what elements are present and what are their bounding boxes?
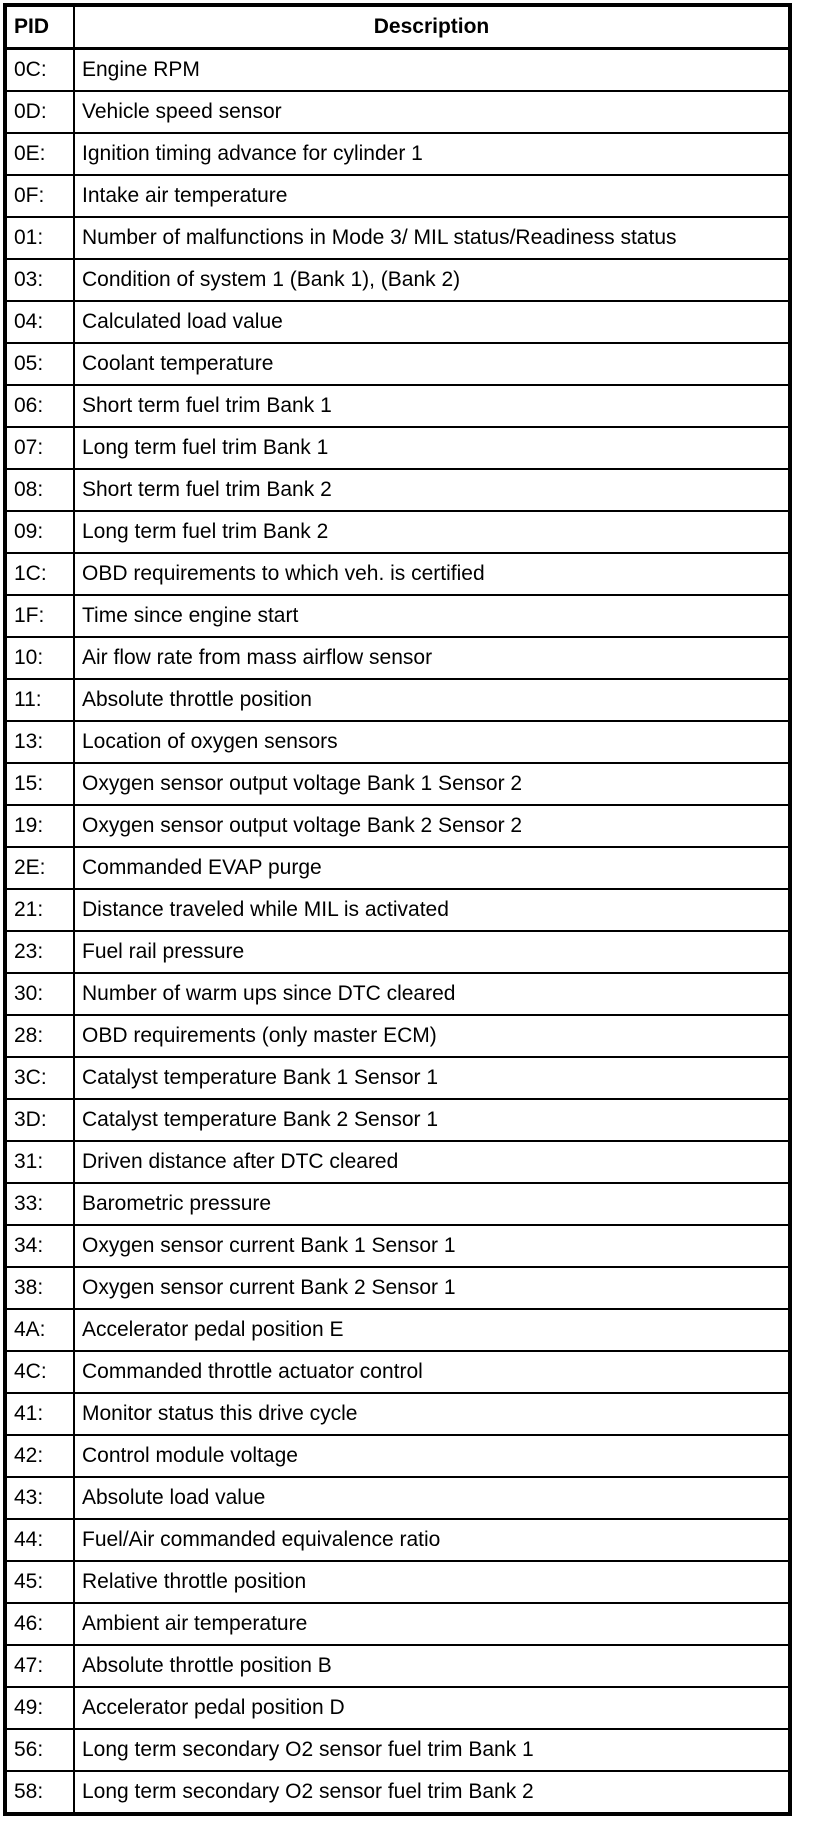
pid-cell: 04: [5, 301, 74, 343]
table-row [5, 679, 790, 721]
table-row [5, 175, 790, 217]
pid-cell: 21: [5, 889, 74, 931]
table-row [5, 1771, 790, 1814]
pid-cell: 58: [5, 1771, 74, 1814]
pid-cell: 47: [5, 1645, 74, 1687]
description-cell: Short term fuel trim Bank 2 [74, 469, 790, 511]
pid-cell: 43: [5, 1477, 74, 1519]
description-cell: Short term fuel trim Bank 1 [74, 385, 790, 427]
table-row [5, 1141, 790, 1183]
description-cell: Accelerator pedal position E [74, 1309, 790, 1351]
pid-cell: 46: [5, 1603, 74, 1645]
pid-cell: 2E: [5, 847, 74, 889]
table-row [5, 49, 790, 92]
pid-cell: 07: [5, 427, 74, 469]
description-cell: Location of oxygen sensors [74, 721, 790, 763]
table-row [5, 385, 790, 427]
description-cell: Oxygen sensor output voltage Bank 2 Sensor 2 [74, 805, 790, 847]
pid-cell: 56: [5, 1729, 74, 1771]
description-cell: Relative throttle position [74, 1561, 790, 1603]
pid-cell: 3C: [5, 1057, 74, 1099]
description-cell: Calculated load value [74, 301, 790, 343]
pid-cell: 38: [5, 1267, 74, 1309]
table-row [5, 595, 790, 637]
header-row [5, 5, 790, 49]
table-row [5, 1183, 790, 1225]
pid-cell: 10: [5, 637, 74, 679]
table-row [5, 1645, 790, 1687]
description-cell: Barometric pressure [74, 1183, 790, 1225]
pid-cell: 01: [5, 217, 74, 259]
description-cell: Absolute load value [74, 1477, 790, 1519]
table-row [5, 805, 790, 847]
description-cell: Absolute throttle position B [74, 1645, 790, 1687]
table-row [5, 91, 790, 133]
pid-cell: 45: [5, 1561, 74, 1603]
pid-cell: 0E: [5, 133, 74, 175]
table-row [5, 1435, 790, 1477]
table-row [5, 1393, 790, 1435]
table-row [5, 1099, 790, 1141]
pid-cell: 41: [5, 1393, 74, 1435]
description-cell: Air flow rate from mass airflow sensor [74, 637, 790, 679]
table-row [5, 1687, 790, 1729]
description-cell: OBD requirements (only master ECM) [74, 1015, 790, 1057]
pid-cell: 05: [5, 343, 74, 385]
description-cell: Engine RPM [74, 49, 790, 92]
table-row [5, 343, 790, 385]
pid-cell: 34: [5, 1225, 74, 1267]
pid-cell: 31: [5, 1141, 74, 1183]
pid-cell: 3D: [5, 1099, 74, 1141]
description-cell: Vehicle speed sensor [74, 91, 790, 133]
pid-cell: 33: [5, 1183, 74, 1225]
pid-description-table [3, 3, 792, 1816]
pid-cell: 28: [5, 1015, 74, 1057]
description-cell: Distance traveled while MIL is activated [74, 889, 790, 931]
description-cell: Commanded EVAP purge [74, 847, 790, 889]
description-cell: OBD requirements to which veh. is certified [74, 553, 790, 595]
pid-cell: 4A: [5, 1309, 74, 1351]
pid-cell: 19: [5, 805, 74, 847]
table-row [5, 217, 790, 259]
pid-cell: 09: [5, 511, 74, 553]
table-row [5, 1309, 790, 1351]
table-row [5, 889, 790, 931]
table-row [5, 553, 790, 595]
pid-cell: 03: [5, 259, 74, 301]
pid-cell: 44: [5, 1519, 74, 1561]
description-cell: Condition of system 1 (Bank 1), (Bank 2) [74, 259, 790, 301]
table-row [5, 1057, 790, 1099]
description-cell: Long term secondary O2 sensor fuel trim Bank 1 [74, 1729, 790, 1771]
table-row [5, 721, 790, 763]
table-row [5, 931, 790, 973]
table-row [5, 1267, 790, 1309]
description-cell: Absolute throttle position [74, 679, 790, 721]
description-cell: Coolant temperature [74, 343, 790, 385]
description-cell: Fuel rail pressure [74, 931, 790, 973]
pid-cell: 1F: [5, 595, 74, 637]
pid-cell: 0F: [5, 175, 74, 217]
description-cell: Accelerator pedal position D [74, 1687, 790, 1729]
description-column-header: Description [74, 5, 790, 49]
table-row [5, 511, 790, 553]
description-cell: Ignition timing advance for cylinder 1 [74, 133, 790, 175]
description-cell: Driven distance after DTC cleared [74, 1141, 790, 1183]
table-row [5, 1603, 790, 1645]
description-cell: Long term fuel trim Bank 2 [74, 511, 790, 553]
pid-cell: 13: [5, 721, 74, 763]
description-cell: Oxygen sensor current Bank 2 Sensor 1 [74, 1267, 790, 1309]
description-cell: Monitor status this drive cycle [74, 1393, 790, 1435]
pid-cell: 06: [5, 385, 74, 427]
description-cell: Ambient air temperature [74, 1603, 790, 1645]
description-cell: Catalyst temperature Bank 1 Sensor 1 [74, 1057, 790, 1099]
description-cell: Long term secondary O2 sensor fuel trim Bank 2 [74, 1771, 790, 1814]
table-row [5, 847, 790, 889]
table-row [5, 1225, 790, 1267]
table-row [5, 637, 790, 679]
table-row [5, 259, 790, 301]
table-row [5, 1015, 790, 1057]
pid-cell: 15: [5, 763, 74, 805]
table-row [5, 763, 790, 805]
table-row [5, 1561, 790, 1603]
table-row [5, 973, 790, 1015]
description-cell: Oxygen sensor current Bank 1 Sensor 1 [74, 1225, 790, 1267]
description-cell: Commanded throttle actuator control [74, 1351, 790, 1393]
description-cell: Intake air temperature [74, 175, 790, 217]
pid-cell: 0D: [5, 91, 74, 133]
pid-cell: 0C: [5, 49, 74, 92]
description-cell: Oxygen sensor output voltage Bank 1 Sensor 2 [74, 763, 790, 805]
description-cell: Number of malfunctions in Mode 3/ MIL status/Readiness status [74, 217, 790, 259]
pid-cell: 23: [5, 931, 74, 973]
pid-cell: 4C: [5, 1351, 74, 1393]
pid-cell: 30: [5, 973, 74, 1015]
table-row [5, 1519, 790, 1561]
description-cell: Number of warm ups since DTC cleared [74, 973, 790, 1015]
pid-cell: 42: [5, 1435, 74, 1477]
description-cell: Control module voltage [74, 1435, 790, 1477]
table-row [5, 427, 790, 469]
description-cell: Time since engine start [74, 595, 790, 637]
pid-cell: 08: [5, 469, 74, 511]
description-cell: Catalyst temperature Bank 2 Sensor 1 [74, 1099, 790, 1141]
description-cell: Fuel/Air commanded equivalence ratio [74, 1519, 790, 1561]
table-body [5, 49, 790, 1815]
description-cell: Long term fuel trim Bank 1 [74, 427, 790, 469]
table-row [5, 1729, 790, 1771]
pid-column-header: PID [5, 5, 74, 49]
pid-cell: 1C: [5, 553, 74, 595]
table-row [5, 133, 790, 175]
table-row [5, 1477, 790, 1519]
table-row [5, 469, 790, 511]
table-row [5, 301, 790, 343]
pid-cell: 11: [5, 679, 74, 721]
table-row [5, 1351, 790, 1393]
pid-cell: 49: [5, 1687, 74, 1729]
